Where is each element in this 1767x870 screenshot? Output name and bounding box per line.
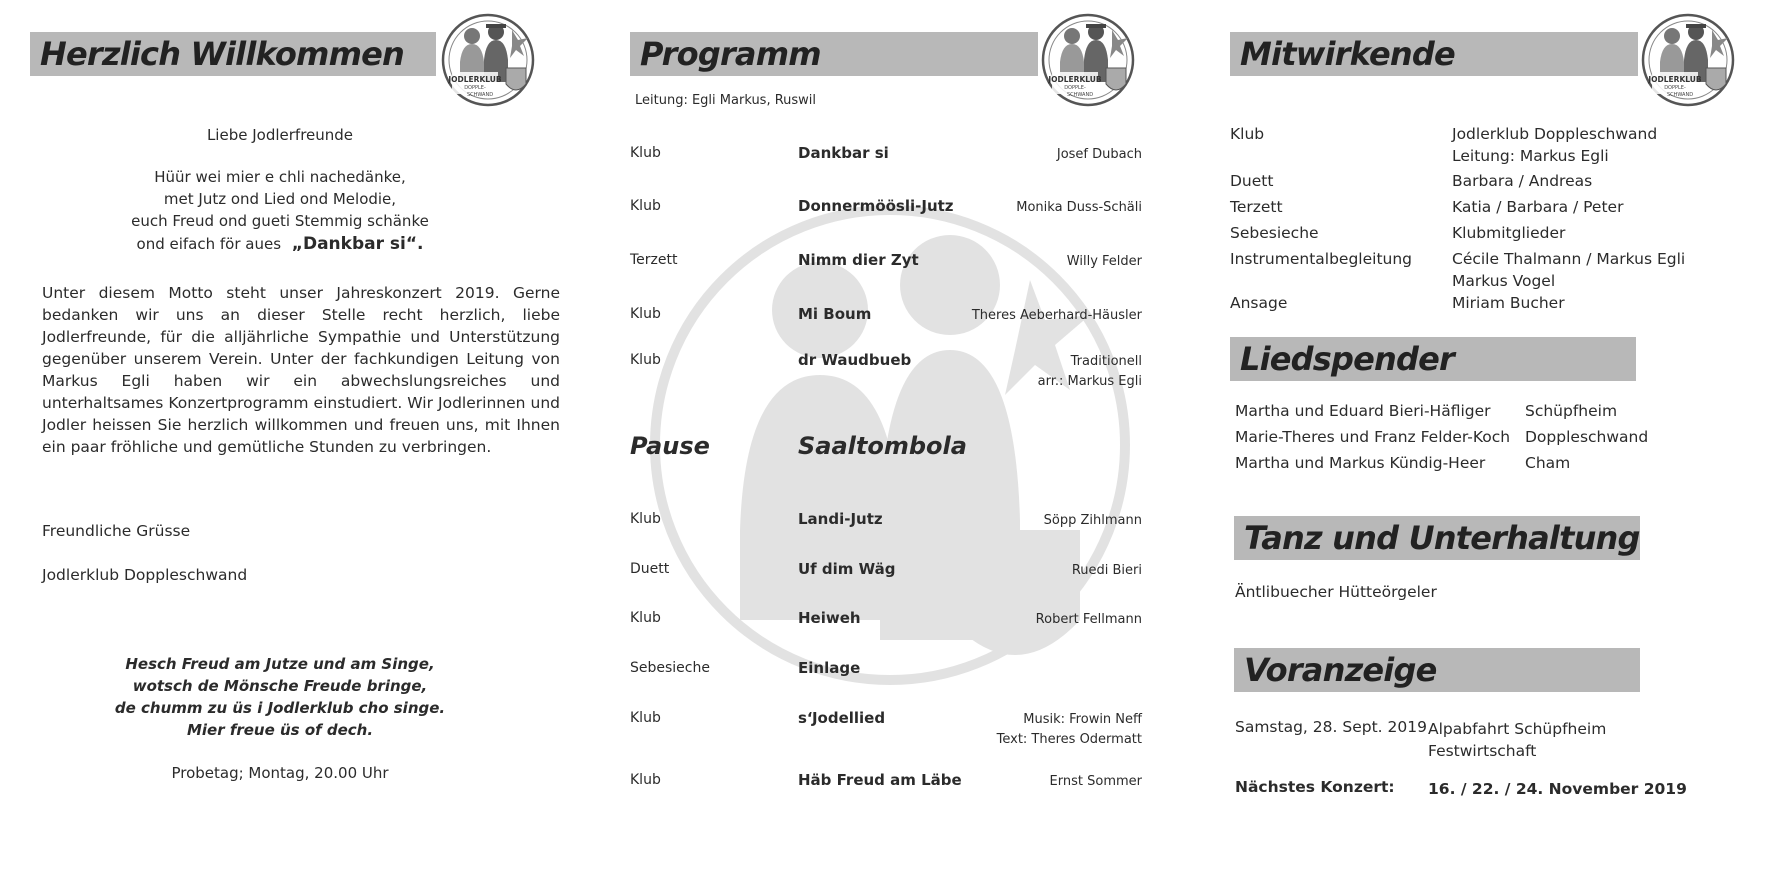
program-item	[630, 252, 1142, 292]
name-line: Jodlerklub Doppleschwand	[1452, 125, 1658, 143]
welcome-panel	[30, 0, 560, 870]
song-title: Heiweh	[798, 609, 861, 627]
program-item	[630, 660, 1142, 700]
composer-line: arr.: Markus Egli	[1037, 374, 1142, 389]
donor-place: Schüpfheim	[1525, 402, 1618, 420]
motto: „Dankbar si“.	[291, 234, 424, 254]
composer: Ruedi Bieri	[1071, 563, 1142, 578]
welcome-title: Herzlich Willkommen	[30, 32, 436, 76]
program-item	[630, 710, 1142, 750]
role: Ansage	[1230, 294, 1288, 312]
svg-text:JODLERKLUB: JODLERKLUB	[448, 75, 502, 84]
verse-text: ond eifach för aues	[136, 235, 282, 253]
event-line: Alpabfahrt Schüpfheim	[1428, 720, 1607, 738]
club-logo	[1040, 12, 1136, 108]
next-concert-dates: 16. / 22. / 24. November 2019	[1428, 780, 1687, 798]
composer: Josef Dubach	[1056, 147, 1142, 162]
verse-line: met Jutz ond Lied ond Melodie,	[163, 190, 397, 208]
song-title: Uf dim Wäg	[798, 560, 896, 578]
svg-text:SCHWAND: SCHWAND	[1666, 92, 1694, 98]
composer: Robert Fellmann	[1035, 612, 1142, 627]
composer: Söpp Zihlmann	[1043, 513, 1142, 528]
names	[1452, 248, 1685, 292]
credits-panel	[1230, 0, 1750, 870]
program-item	[630, 352, 1142, 392]
donor-name: Martha und Markus Kündig-Heer	[1235, 454, 1486, 472]
performer: Sebesieche	[630, 660, 710, 676]
composer: Monika Duss-Schäli	[1016, 200, 1142, 215]
composer-line: Text: Theres Odermatt	[996, 732, 1142, 747]
song-title: Häb Freud am Läbe	[798, 771, 962, 789]
name-line: Miriam Bucher	[1452, 294, 1565, 312]
name-line: Katia / Barbara / Peter	[1452, 198, 1624, 216]
program-item	[630, 306, 1142, 346]
liedspender-title: Liedspender	[1230, 337, 1636, 381]
program-item	[630, 198, 1142, 238]
performer: Klub	[630, 306, 661, 322]
performer: Terzett	[630, 252, 678, 268]
donor-place: Doppleschwand	[1525, 428, 1649, 446]
tanz-title: Tanz und Unterhaltung	[1234, 516, 1640, 560]
song-title: Dankbar si	[798, 144, 889, 162]
donor-name: Martha und Eduard Bieri-Häfliger	[1235, 402, 1491, 420]
song-title: dr Waudbueb	[798, 351, 912, 369]
name-line: Cécile Thalmann / Markus Egli	[1452, 250, 1686, 268]
performer: Klub	[630, 710, 661, 726]
name-line: Markus Vogel	[1452, 272, 1556, 290]
role: Duett	[1230, 172, 1274, 190]
club-logo	[1640, 12, 1736, 108]
role: Instrumentalbegleitung	[1230, 250, 1413, 268]
program-item	[630, 772, 1142, 812]
signature: Jodlerklub Doppleschwand	[42, 566, 248, 584]
performer: Klub	[630, 352, 661, 368]
performer: Klub	[630, 145, 661, 161]
verse-line: Hüür wei mier e chli nachedänke,	[154, 168, 406, 186]
svg-text:JODLERKLUB: JODLERKLUB	[1648, 75, 1702, 84]
event-date: Samstag, 28. Sept. 2019	[1235, 718, 1427, 736]
svg-text:DOPPLE-: DOPPLE-	[1064, 85, 1086, 91]
name-line: Klubmitglieder	[1452, 224, 1566, 242]
program-panel	[630, 0, 1140, 870]
role: Klub	[1230, 125, 1265, 143]
club-logo	[440, 12, 536, 108]
name-line: Leitung: Markus Egli	[1452, 147, 1609, 165]
svg-text:DOPPLE-: DOPPLE-	[464, 85, 486, 91]
svg-text:JODLERKLUB: JODLERKLUB	[1048, 75, 1102, 84]
svg-text:DOPPLE-: DOPPLE-	[1664, 85, 1686, 91]
welcome-paragraph: Unter diesem Motto steht unser Jahreskonzert 2019. Gerne bedanken wir uns an dieser Stelle recht herzlich, liebe Jodlerfreunde, für die alljährliche Sympathie und Unterstützung gegenüber unserem Verein. Unter der fachkundigen Leitung von Markus Egli haben wir ein abwechslungsreiches und unterhaltsames Konzertprogramm einstudiert. Wir Jodlerinnen und Jodler heissen Sie herzlich willkommen und freuen uns, mit Ihnen ein paar fröhliche und gemütliche Stunden zu verbringen.	[42, 284, 560, 456]
probetag: Probetag; Montag, 20.00 Uhr	[171, 764, 389, 782]
role: Sebesieche	[1230, 224, 1319, 242]
program-item	[630, 145, 1142, 185]
tanz-band: Äntlibuecher Hütteörgeler	[1235, 583, 1437, 601]
greeting: Liebe Jodlerfreunde	[206, 126, 354, 144]
voranzeige-title: Voranzeige	[1234, 648, 1640, 692]
composer: Willy Felder	[1066, 254, 1142, 269]
event-desc	[1428, 718, 1606, 762]
pause-label: Pause	[630, 432, 710, 460]
poem-line: de chumm zu üs i Jodlerklub cho singe.	[114, 699, 446, 717]
performer: Klub	[630, 610, 661, 626]
performer: Duett	[630, 561, 670, 577]
program-item	[630, 610, 1142, 650]
leitung: Leitung: Egli Markus, Ruswil	[635, 93, 817, 108]
performer: Klub	[630, 772, 661, 788]
song-title: s‘Jodellied	[798, 709, 886, 727]
composer	[1038, 352, 1142, 392]
names	[1452, 123, 1657, 167]
song-title: Mi Boum	[798, 305, 872, 323]
program-item	[630, 561, 1142, 601]
poem-line: Mier freue üs of dech.	[186, 721, 374, 739]
poem-line: wotsch de Mönsche Freude bringe,	[132, 677, 428, 695]
song-title: Einlage	[798, 659, 861, 677]
verse-line: euch Freud ond gueti Stemmig schänke	[131, 212, 429, 230]
composer-line: Musik: Frowin Neff	[1023, 712, 1142, 727]
composer-line: Traditionell	[1070, 354, 1142, 369]
program-item	[630, 511, 1142, 551]
svg-text:SCHWAND: SCHWAND	[466, 92, 494, 98]
program-title: Programm	[630, 32, 1038, 76]
performer: Klub	[630, 511, 661, 527]
song-title: Nimm dier Zyt	[798, 251, 919, 269]
composer: Ernst Sommer	[1049, 774, 1142, 789]
next-concert-label: Nächstes Konzert:	[1235, 778, 1395, 796]
event-line: Festwirtschaft	[1428, 742, 1537, 760]
closing: Freundliche Grüsse	[42, 522, 191, 540]
donor-place: Cham	[1525, 454, 1571, 472]
donor-name: Marie-Theres und Franz Felder-Koch	[1235, 428, 1511, 446]
verse-line-last	[30, 233, 530, 255]
svg-text:SCHWAND: SCHWAND	[1066, 92, 1094, 98]
role: Terzett	[1230, 198, 1283, 216]
composer: Theres Aeberhard-Häusler	[971, 308, 1142, 323]
song-title: Donnermöösli-Jutz	[798, 197, 954, 215]
performer: Klub	[630, 198, 661, 214]
name-line: Barbara / Andreas	[1452, 172, 1593, 190]
composer	[997, 710, 1142, 750]
tombola-label: Saaltombola	[798, 432, 967, 460]
poem-line: Hesch Freud am Jutze und am Singe,	[125, 655, 435, 673]
mitwirkende-title: Mitwirkende	[1230, 32, 1638, 76]
song-title: Landi-Jutz	[798, 510, 883, 528]
